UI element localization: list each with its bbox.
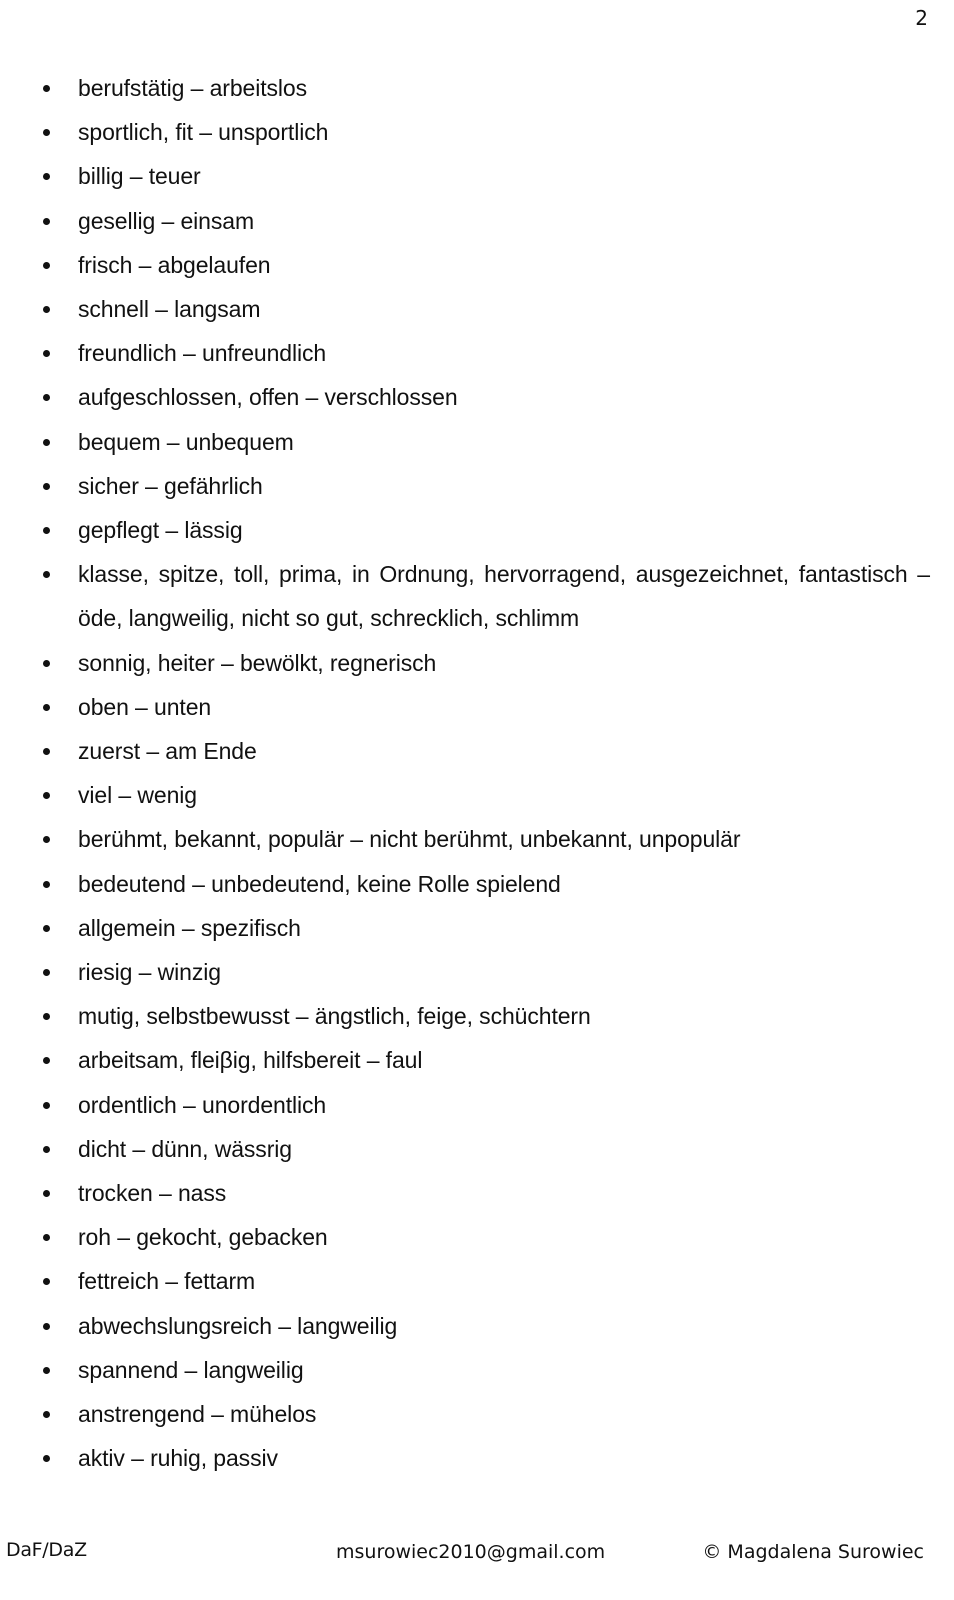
bullet-icon <box>43 1323 50 1330</box>
list-item-text: mutig, selbstbewusst – ängstlich, feige, schüchtern <box>78 1003 591 1030</box>
list-item-text: ordentlich – unordentlich <box>78 1091 327 1118</box>
list-item <box>40 1038 930 1082</box>
list-item <box>40 994 930 1038</box>
footer-course-label: DaF/DaZ <box>6 1539 87 1561</box>
page-number: 2 <box>915 6 928 30</box>
bullet-icon <box>43 925 50 932</box>
bullet-icon <box>43 306 50 313</box>
list-item-text: freundlich – unfreundlich <box>78 340 327 367</box>
list-item-text: allgemein – spezifisch <box>78 914 301 941</box>
list-item-text: frisch – abgelaufen <box>78 251 271 278</box>
list-item <box>40 729 930 773</box>
list-item <box>40 420 930 464</box>
list-item <box>40 641 930 685</box>
list-item <box>40 1171 930 1215</box>
list-item <box>40 1127 930 1171</box>
list-item-text: sportlich, fit – unsportlich <box>78 119 329 146</box>
bullet-icon <box>43 1278 50 1285</box>
bullet-icon <box>43 527 50 534</box>
list-item <box>40 508 930 552</box>
bullet-icon <box>43 969 50 976</box>
list-item <box>40 287 930 331</box>
list-item-text: billig – teuer <box>78 163 201 190</box>
bullet-icon <box>43 394 50 401</box>
list-item <box>40 331 930 375</box>
list-item <box>40 685 930 729</box>
list-item-text: fettreich – fettarm <box>78 1268 256 1295</box>
list-item <box>40 66 930 110</box>
list-item-text: anstrengend – mühelos <box>78 1401 317 1428</box>
bullet-icon <box>43 1367 50 1374</box>
bullet-icon <box>43 173 50 180</box>
list-item-text: arbeitsam, fleiβig, hilfsbereit – faul <box>78 1047 423 1074</box>
list-item-text: bedeutend – unbedeutend, keine Rolle spielend <box>78 870 561 897</box>
footer-email: msurowiec2010@gmail.com <box>336 1541 606 1563</box>
bullet-icon <box>43 218 50 225</box>
bullet-icon <box>43 1190 50 1197</box>
list-item <box>40 199 930 243</box>
list-item-text: klasse, spitze, toll, prima, in Ordnung, hervorragend, ausgezeichnet, fantastisch – öde, langweilig, nicht so gut, schrecklich, schlimm <box>78 561 930 632</box>
list-item <box>40 906 930 950</box>
list-item <box>40 1348 930 1392</box>
bullet-icon <box>43 1057 50 1064</box>
list-item-text: trocken – nass <box>78 1180 227 1207</box>
list-item-text: berühmt, bekannt, populär – nicht berühmt, unbekannt, unpopulär <box>78 826 741 853</box>
bullet-icon <box>43 350 50 357</box>
bullet-icon <box>43 262 50 269</box>
list-item-text: sicher – gefährlich <box>78 472 263 499</box>
bullet-icon <box>43 836 50 843</box>
bullet-icon <box>43 704 50 711</box>
list-item <box>40 1083 930 1127</box>
bullet-icon <box>43 483 50 490</box>
bullet-icon <box>43 748 50 755</box>
page-footer <box>0 1539 954 1567</box>
footer-copyright: © Magdalena Surowiec <box>702 1541 924 1563</box>
list-item <box>40 464 930 508</box>
list-item <box>40 1304 930 1348</box>
bullet-icon <box>43 129 50 136</box>
bullet-icon <box>43 571 50 578</box>
list-item-text: riesig – winzig <box>78 959 221 986</box>
list-item <box>40 773 930 817</box>
bullet-icon <box>43 660 50 667</box>
bullet-icon <box>43 881 50 888</box>
bullet-icon <box>43 1146 50 1153</box>
list-item-text: gesellig – einsam <box>78 207 255 234</box>
list-item-text: bequem – unbequem <box>78 428 294 455</box>
list-item <box>40 1259 930 1303</box>
bullet-icon <box>43 792 50 799</box>
bullet-icon <box>43 1013 50 1020</box>
list-item <box>40 1392 930 1436</box>
list-item-text: berufstätig – arbeitslos <box>78 75 308 101</box>
list-item-text: oben – unten <box>78 693 212 720</box>
list-item-text: aktiv – ruhig, passiv <box>78 1445 278 1472</box>
list-item <box>40 862 930 906</box>
list-item <box>40 1436 930 1480</box>
list-item-text: roh – gekocht, gebacken <box>78 1224 328 1251</box>
list-item <box>40 950 930 994</box>
vocabulary-list <box>40 66 930 1481</box>
list-item <box>40 375 930 419</box>
list-item <box>40 110 930 154</box>
list-item-text: viel – wenig <box>78 782 197 809</box>
list-item <box>40 243 930 287</box>
list-item-text: dicht – dünn, wässrig <box>78 1135 292 1162</box>
list-item-text: gepflegt – lässig <box>78 517 243 544</box>
list-item-text: spannend – langweilig <box>78 1356 304 1383</box>
bullet-icon <box>43 439 50 446</box>
list-item-text: sonnig, heiter – bewölkt, regnerisch <box>78 649 437 676</box>
list-item <box>40 1215 930 1259</box>
list-item-text: schnell – langsam <box>78 296 261 323</box>
list-item-text: abwechslungsreich – langweilig <box>78 1312 398 1339</box>
bullet-icon <box>43 1234 50 1241</box>
bullet-icon <box>43 85 50 92</box>
list-item <box>40 154 930 198</box>
list-item-text: aufgeschlossen, offen – verschlossen <box>78 384 458 411</box>
bullet-icon <box>43 1102 50 1109</box>
list-item <box>40 552 930 640</box>
bullet-icon <box>43 1411 50 1418</box>
list-item-text: zuerst – am Ende <box>78 738 257 765</box>
bullet-icon <box>43 1455 50 1462</box>
list-item <box>40 817 930 861</box>
